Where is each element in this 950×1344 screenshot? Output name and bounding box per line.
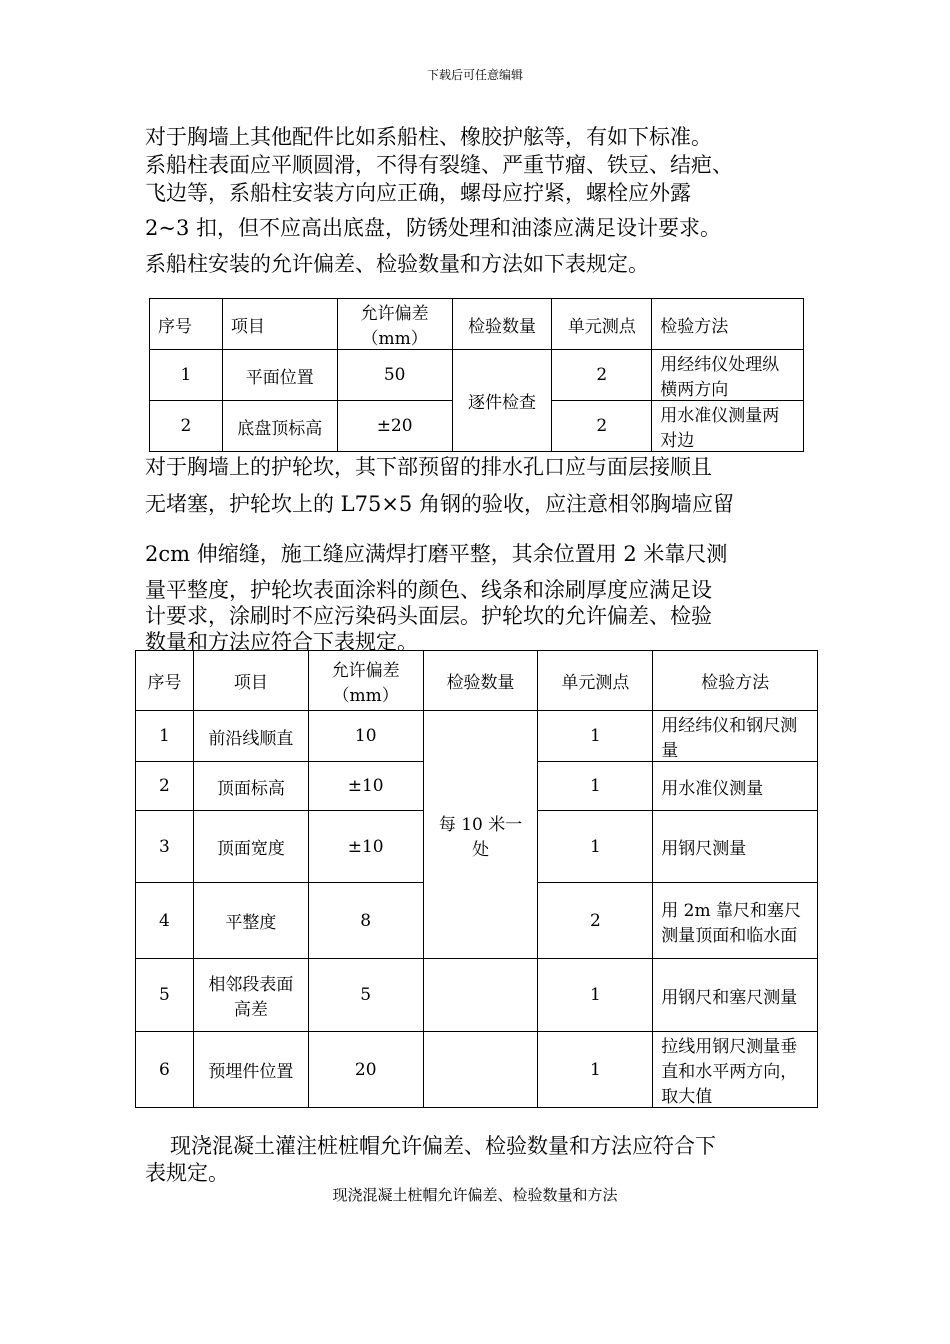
- header-points: 单元测点: [552, 299, 652, 350]
- header-points: 单元测点: [538, 651, 653, 711]
- table-row: [150, 350, 804, 401]
- para2-line5: 计要求，涂刷时不应污染码头面层。护轮坎的允许偏差、检验: [145, 604, 712, 628]
- row-count: [423, 1032, 538, 1108]
- row-item: 前沿线顺直: [193, 711, 308, 762]
- row-count-merged: 每 10 米一处: [423, 711, 538, 959]
- table-caption: 现浇混凝土桩帽允许偏差、检验数量和方法: [332, 1186, 618, 1204]
- row-method: 用钢尺和塞尺测量: [653, 959, 818, 1032]
- row-points: 2: [552, 350, 652, 401]
- table-mooring-post: [149, 298, 804, 452]
- header-count: 检验数量: [423, 651, 538, 711]
- row-no: 3: [136, 811, 194, 883]
- para1-line5: 系船柱安装的允许偏差、检验数量和方法如下表规定。: [145, 252, 649, 276]
- table-header-row: [136, 651, 818, 711]
- header-item: 项目: [222, 299, 337, 350]
- row-no: 1: [150, 350, 223, 401]
- row-method: 用经纬仪和钢尺测量: [653, 711, 818, 762]
- row-method: 用水准仪测量两对边: [652, 401, 804, 452]
- para2-line1: 对于胸墙上的护轮坎，其下部预留的排水孔口应与面层接顺且: [145, 455, 712, 479]
- row-tolerance: 8: [308, 883, 423, 959]
- header-item: 项目: [193, 651, 308, 711]
- row-points: 1: [538, 762, 653, 811]
- row-no: 2: [136, 762, 194, 811]
- para1-line3: 飞边等，系船柱安装方向应正确，螺母应拧紧，螺栓应外露: [145, 181, 691, 205]
- header-no: 序号: [150, 299, 223, 350]
- para1-line2: 系船柱表面应平顺圆滑，不得有裂缝、严重节瘤、铁豆、结疤、: [145, 153, 733, 177]
- row-item: 顶面宽度: [193, 811, 308, 883]
- row-method: 用 2m 靠尺和塞尺测量顶面和临水面: [653, 883, 818, 959]
- header-tolerance-line2: （mm）: [332, 685, 399, 706]
- row-method: 用水准仪测量: [653, 762, 818, 811]
- para2-line2: 无堵塞，护轮坎上的 L75×5 角钢的验收，应注意相邻胸墙应留: [145, 492, 734, 516]
- row-points: 2: [538, 883, 653, 959]
- para2-line6: 数量和方法应符合下表规定。: [145, 630, 418, 654]
- row-no: 4: [136, 883, 194, 959]
- row-tolerance: 20: [308, 1032, 423, 1108]
- row-method: 用经纬仪处理纵横两方向: [652, 350, 804, 401]
- row-method: 拉线用钢尺测量垂直和水平两方向，取大值: [653, 1032, 818, 1108]
- row-points: 1: [538, 811, 653, 883]
- row-item: 相邻段表面高差: [193, 959, 308, 1032]
- row-item: 顶面标高: [193, 762, 308, 811]
- table-row: [136, 1032, 818, 1108]
- row-tolerance: ±10: [308, 811, 423, 883]
- para3-line2: 表规定。: [145, 1161, 229, 1185]
- table-row: [136, 959, 818, 1032]
- row-count-merged: 逐件检查: [452, 350, 552, 452]
- para2-line3: 2cm 伸缩缝，施工缝应满焊打磨平整，其余位置用 2 米靠尺测: [145, 542, 728, 566]
- header-tolerance-line1: 允许偏差: [360, 304, 429, 324]
- row-points: 1: [538, 959, 653, 1032]
- row-tolerance: 5: [308, 959, 423, 1032]
- row-points: 1: [538, 1032, 653, 1108]
- row-count: [423, 959, 538, 1032]
- header-count: 检验数量: [452, 299, 552, 350]
- row-points: 2: [552, 401, 652, 452]
- page-header-note: 下载后可任意编辑: [426, 68, 523, 82]
- row-no: 2: [150, 401, 223, 452]
- row-points: 1: [538, 711, 653, 762]
- header-tolerance-line1: 允许偏差: [331, 660, 400, 681]
- table-header-row: [150, 299, 804, 350]
- row-tolerance: ±20: [337, 401, 452, 452]
- para2-line4: 量平整度，护轮坎表面涂料的颜色、线条和涂刷厚度应满足设: [145, 578, 712, 602]
- table-row: [136, 711, 818, 762]
- row-no: 6: [136, 1032, 194, 1108]
- row-tolerance: ±10: [308, 762, 423, 811]
- table-wheel-guard: [135, 650, 818, 1108]
- row-no: 5: [136, 959, 194, 1032]
- header-tolerance: [308, 651, 423, 711]
- row-method: 用钢尺测量: [653, 811, 818, 883]
- para1-line1: 对于胸墙上其他配件比如系船柱、橡胶护舷等，有如下标准。: [145, 125, 712, 149]
- header-tolerance-line2: （mm）: [361, 329, 428, 349]
- row-tolerance: 50: [337, 350, 452, 401]
- header-method: 检验方法: [652, 299, 804, 350]
- header-no: 序号: [136, 651, 194, 711]
- row-item: 底盘顶标高: [222, 401, 337, 452]
- header-method: 检验方法: [653, 651, 818, 711]
- header-tolerance: [337, 299, 452, 350]
- row-tolerance: 10: [308, 711, 423, 762]
- row-item: 平面位置: [222, 350, 337, 401]
- row-item: 预埋件位置: [193, 1032, 308, 1108]
- para1-line4: 2~3 扣，但不应高出底盘，防锈处理和油漆应满足设计要求。: [145, 216, 721, 240]
- row-no: 1: [136, 711, 194, 762]
- para3-line1: 现浇混凝土灌注桩桩帽允许偏差、检验数量和方法应符合下: [170, 1134, 716, 1158]
- row-item: 平整度: [193, 883, 308, 959]
